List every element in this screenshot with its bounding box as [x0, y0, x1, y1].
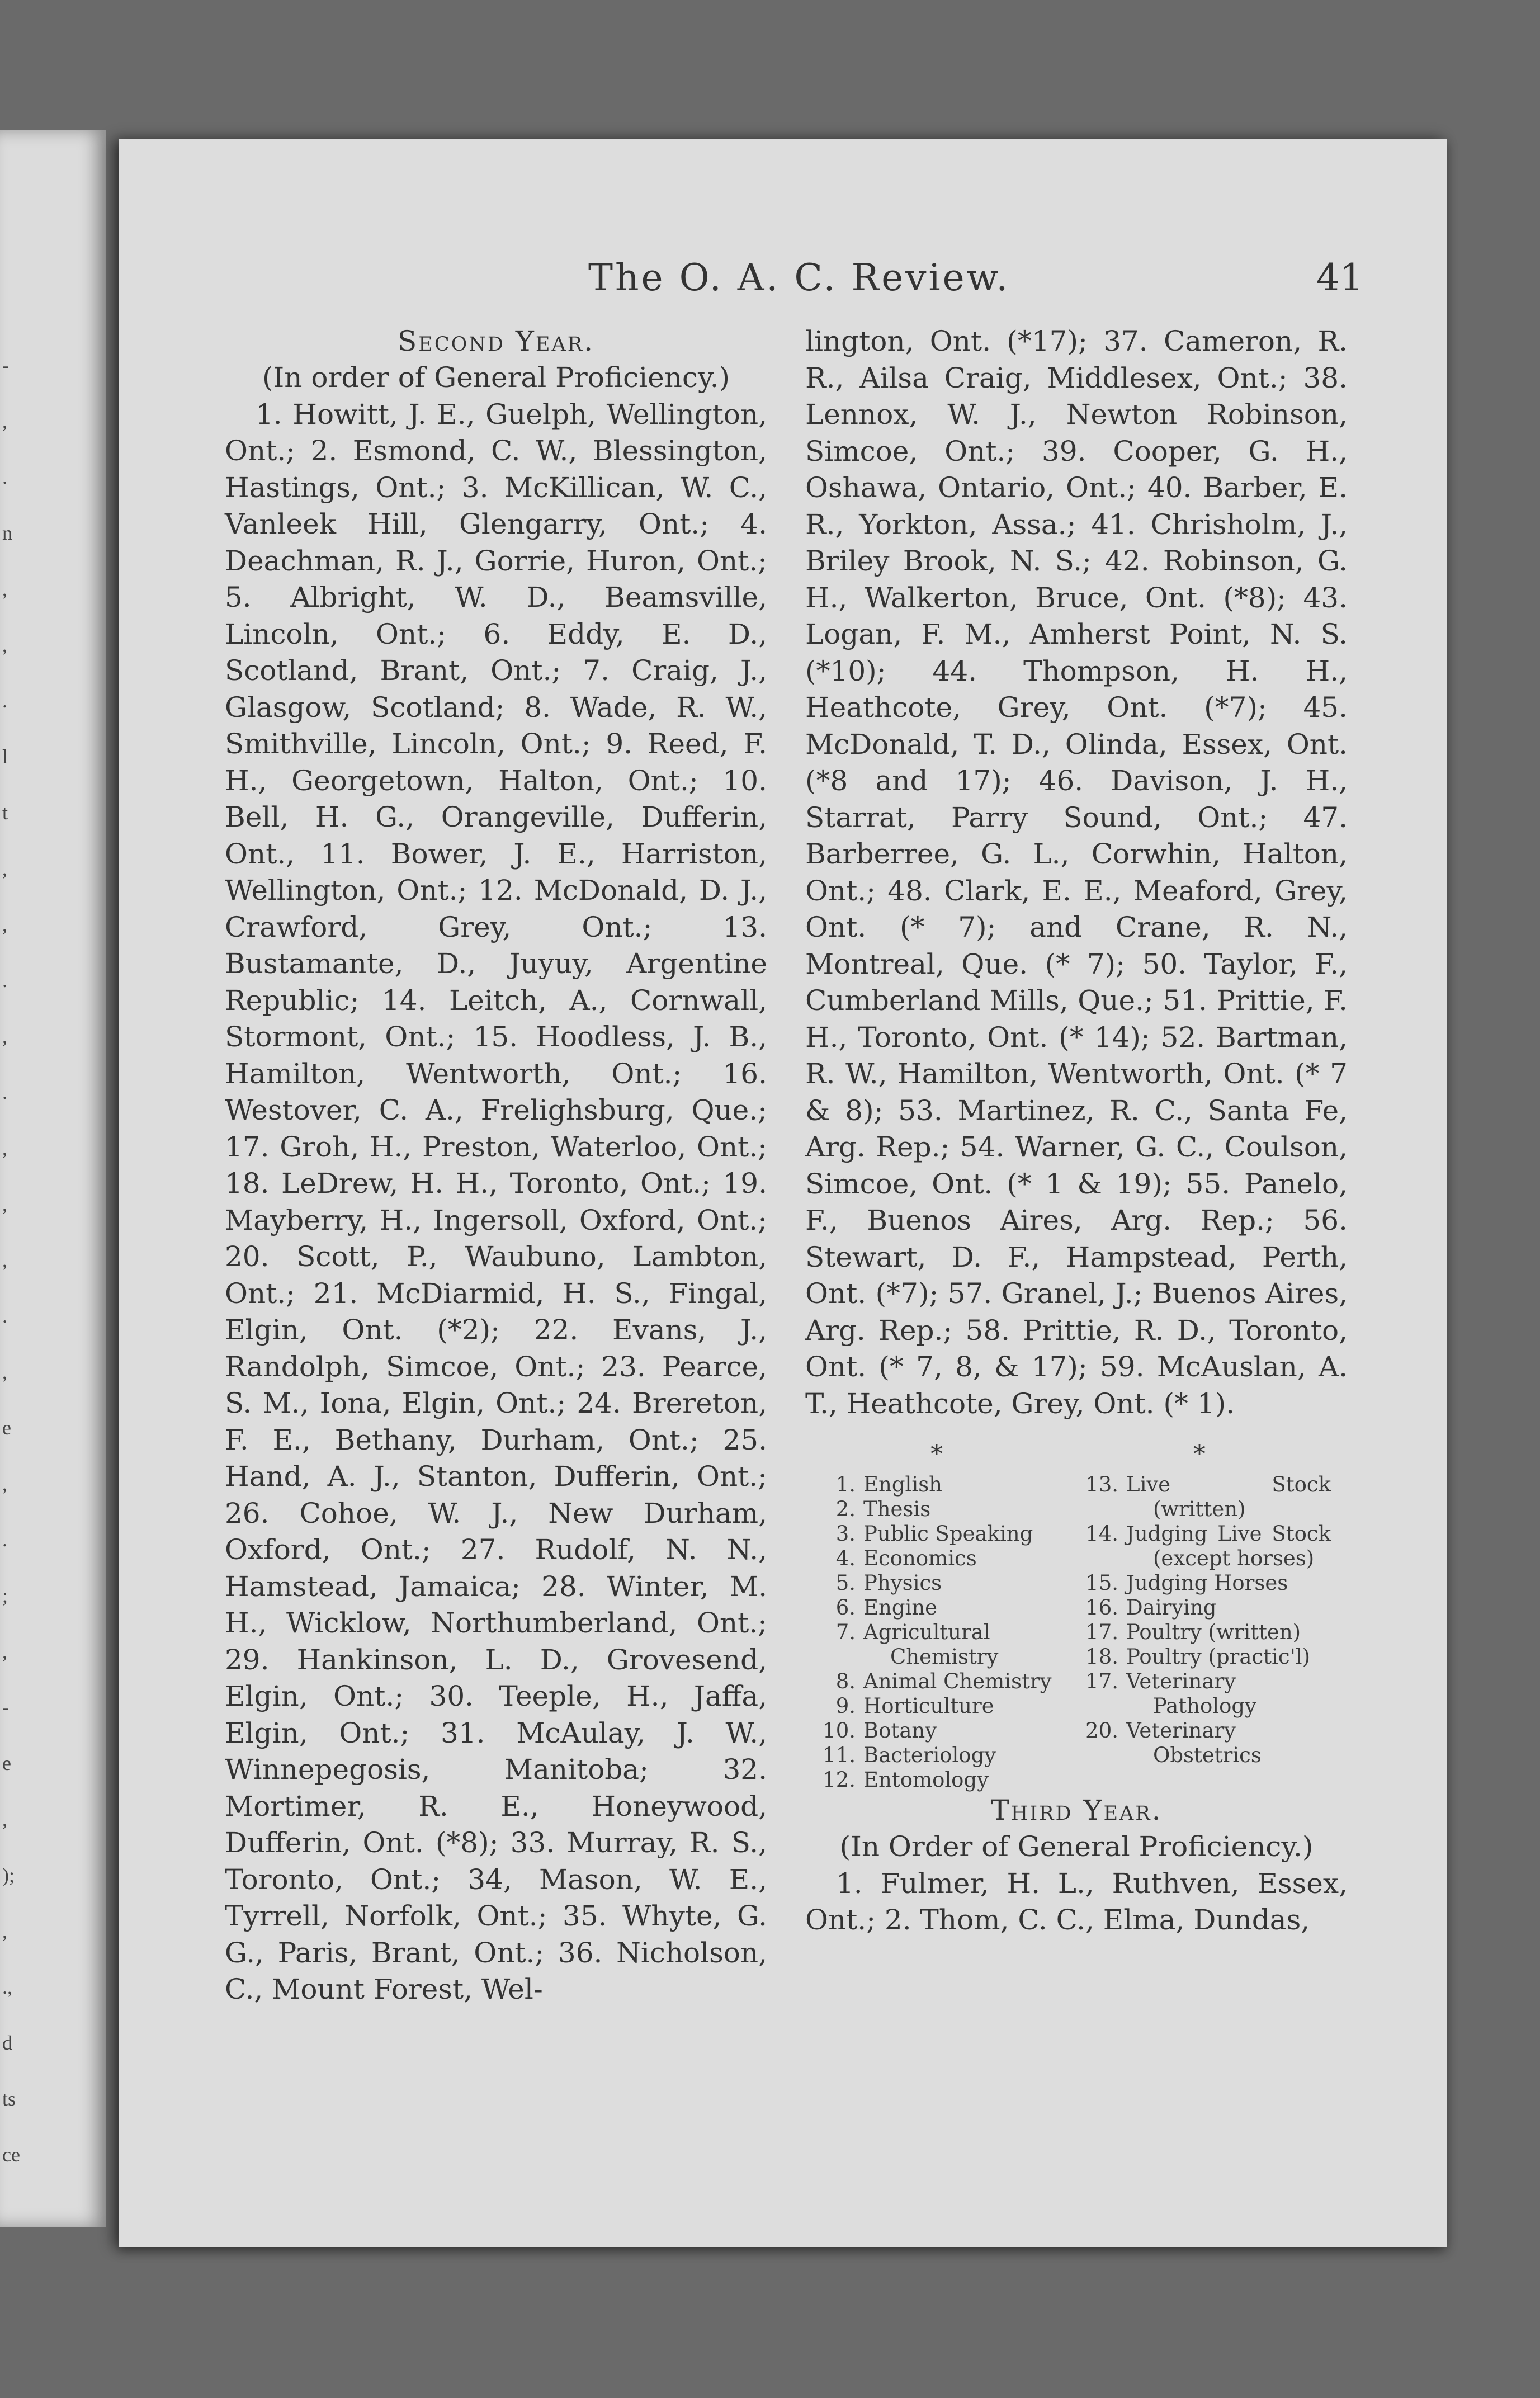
subject-number: 17. [1085, 1669, 1118, 1693]
subject-name: Veterinary Obstetrics [1126, 1719, 1262, 1767]
previous-page-mark: ., [2, 1976, 12, 1998]
asterisk-marker: * [1193, 1440, 1206, 1469]
subject-name: Dairying [1126, 1595, 1217, 1620]
subject-key [805, 1442, 1348, 1792]
subject-number: 3. [835, 1522, 856, 1546]
subject-name: Public Speaking [863, 1522, 1033, 1546]
second-year-entries-continued: lington, Ont. (*17); 37. Cameron, R. R., Ailsa Craig, Middlesex, Ont.; 38. Lennox, W. J., Newton Robinson, Simcoe, Ont.; 39. Cooper, G. H., Oshawa, Ontario, Ont.; 40. Barber, E. R., Yorkton, Assa.; 41. Chrisholm, J., Briley Brook, N. S.; 42. Robinson, G. H., Walkerton, Bruce, Ont. (*8); 43. Logan, F. M., Amherst Point, N. S. (*10); 44. Thompson, H. H., Heathcote, Grey, Ont. (*7); 45. McDonald, T. D., Olinda, Essex, Ont. (*8 and 17); 46. Davison, J. H., Starrat, Parry Sound, Ont.; 47. Barberree, G. L., Corwhin, Halton, Ont.; 48. Clark, E. E., Meaford, Grey, Ont. (* 7); and Crane, R. N., Montreal, Que. (* 7); 50. Taylor, F., Cumberland Mills, Que.; 51. Prittie, F. H., Toronto, Ont. (* 14); 52. Bartman, R. W., Hamilton, Wentworth, Ont. (* 7 & 8); 53. Martinez, R. C., Santa Fe, Arg. Rep.; 54. Warner, G. C., Coulson, Simcoe, Ont. (* 1 & 19); 55. Panelo, F., Buenos Aires, Arg. Rep.; 56. Stewart, D. F., Hampstead, Perth, Ont. (*7); 57. Granel, J.; Buenos Aires, Arg. Rep.; 58. Prittie, R. D., Toronto, Ont. (* 7, 8, & 17); 59. McAuslan, A. T., Heathcote, Grey, Ont. (* 1). [805, 325, 1348, 1420]
previous-page-mark: e [2, 1752, 11, 1774]
previous-page-mark: , [2, 578, 7, 600]
running-title: The O. A. C. Review. [588, 256, 1010, 299]
subject-number: 14. [1085, 1522, 1118, 1546]
previous-page-mark: , [2, 1193, 7, 1215]
subject-key-item [805, 1546, 1068, 1571]
subject-number: 5. [835, 1571, 856, 1595]
subject-name: Judging Live Stock (except horses) [1126, 1522, 1331, 1570]
subject-key-item [1068, 1669, 1331, 1719]
right-column [805, 323, 1348, 1939]
previous-page-mark: d [2, 2032, 12, 2054]
previous-page-mark: , [2, 1808, 7, 1830]
page [119, 139, 1447, 2247]
subject-key-left [805, 1442, 1068, 1792]
third-year-entries: 1. Fulmer, H. L., Ruthven, Essex, Ont.; 2. Thom, C. C., Elma, Dundas, [805, 1867, 1348, 1936]
previous-page-mark: , [2, 1920, 7, 1942]
page-header [119, 256, 1447, 312]
subject-key-item [805, 1571, 1068, 1595]
page-number: 41 [1316, 256, 1363, 299]
subject-key-item [1068, 1719, 1331, 1768]
subject-number: 15. [1085, 1571, 1118, 1595]
subject-number: 1. [835, 1472, 856, 1497]
previous-page-mark: , [2, 1472, 7, 1495]
previous-page-mark: . [2, 969, 7, 992]
subject-name: Bacteriology [863, 1743, 996, 1767]
previous-page-mark: ; [2, 1584, 8, 1607]
subject-name: Physics [863, 1571, 942, 1595]
subject-name: Veterinary Pathology [1126, 1669, 1256, 1718]
subject-key-item [805, 1768, 1068, 1792]
previous-page-mark: . [2, 1528, 7, 1551]
subject-name: Agricultural Chemistry [863, 1620, 999, 1669]
previous-page-edge [0, 130, 106, 2227]
second-year-heading: Second Year. [398, 325, 594, 357]
asterisk-marker: * [930, 1440, 943, 1469]
subject-number: 9. [835, 1694, 856, 1718]
previous-page-mark: - [2, 1696, 9, 1719]
subject-key-item [805, 1694, 1068, 1719]
subject-number: 11. [823, 1743, 856, 1767]
subject-number: 20. [1085, 1719, 1118, 1743]
subject-name: Horticulture [863, 1694, 994, 1718]
subject-name: Animal Chemistry [863, 1669, 1052, 1693]
subject-key-right [1068, 1442, 1331, 1792]
subject-name: Entomology [863, 1768, 989, 1792]
subject-number: 18. [1085, 1645, 1118, 1669]
previous-page-mark: ts [2, 2088, 16, 2110]
subject-name: Judging Horses [1126, 1571, 1288, 1595]
third-year-subheading: (In Order of General Proficiency.) [839, 1830, 1314, 1863]
subject-key-item [1068, 1472, 1331, 1522]
left-column [225, 323, 767, 2008]
subject-key-item [805, 1719, 1068, 1743]
subject-name: Live Stock (written) [1126, 1472, 1331, 1521]
second-year-subheading: (In order of General Proficiency.) [262, 361, 730, 394]
subject-key-item [805, 1472, 1068, 1497]
previous-page-mark: l [2, 745, 8, 768]
subject-key-item [1068, 1620, 1331, 1645]
previous-page-mark: , [2, 1361, 7, 1383]
subject-number: 13. [1085, 1472, 1118, 1497]
subject-key-item [1068, 1522, 1331, 1571]
previous-page-mark: , [2, 1137, 7, 1159]
previous-page-mark: , [2, 410, 7, 432]
subject-key-item [805, 1595, 1068, 1620]
previous-page-mark: n [2, 522, 12, 544]
previous-page-mark: t [2, 801, 8, 824]
subject-number: 16. [1085, 1595, 1118, 1620]
subject-number: 2. [835, 1497, 856, 1521]
subject-name: Engine [863, 1595, 938, 1620]
subject-number: 4. [835, 1546, 856, 1570]
subject-key-item [1068, 1645, 1331, 1669]
subject-key-item [805, 1522, 1068, 1546]
previous-page-mark: , [2, 857, 7, 880]
subject-name: Botany [863, 1719, 937, 1743]
subject-number: 8. [835, 1669, 856, 1693]
previous-page-mark: , [2, 1249, 7, 1271]
subject-key-item [1068, 1595, 1331, 1620]
subject-name: English [863, 1472, 943, 1497]
previous-page-mark: , [2, 1640, 7, 1663]
previous-page-mark: . [2, 690, 7, 712]
subject-key-item [805, 1620, 1068, 1669]
previous-page-mark: . [2, 466, 7, 488]
subject-key-item [1068, 1571, 1331, 1595]
previous-page-mark: e [2, 1417, 11, 1439]
previous-page-mark: , [2, 1025, 7, 1047]
second-year-entries: 1. Howitt, J. E., Guelph, Wellington, Ont.; 2. Esmond, C. W., Blessington, Hastings, Ont.; 3. McKillican, W. C., Vanleek Hill, Glengarry, Ont.; 4. Deachman, R. J., Gorrie, Huron, Ont.; 5. Albright, W. D., Beamsville, Lincoln, Ont.; 6. Eddy, E. D., Scotland, Brant, Ont.; 7. Craig, J., Glasgow, Scotland; 8. Wade, R. W., Smithville, Lincoln, Ont.; 9. Reed, F. H., Georgetown, Halton, Ont.; 10. Bell, H. G., Orangeville, Dufferin, Ont., 11. Bower, J. E., Harriston, Wellington, Ont.; 12. McDonald, D. J., Crawford, Grey, Ont.; 13. Bustamante, D., Juyuy, Argentine Republic; 14. Leitch, A., Cornwall, Stormont, Ont.; 15. Hoodless, J. B., Hamilton, Wentworth, Ont.; 16. Westover, C. A., Frelighsburg, Que.; 17. Groh, H., Preston, Waterloo, Ont.; 18. LeDrew, H. H., Toronto, Ont.; 19. Mayberry, H., Ingersoll, Oxford, Ont.; 20. Scott, P., Waubuno, Lambton, Ont.; 21. McDiarmid, H. S., Fingal, Elgin, Ont. (*2); 22. Evans, J., Randolph, Simcoe, Ont.; 23. Pearce, S. M., Iona, Elgin, Ont.; 24. Brereton, F. E., Bethany, Durham, Ont.; 25. Hand, A. J., Stanton, Dufferin, Ont.; 26. Cohoe, W. J., New Durham, Oxford, Ont.; 27. Rudolf, N. N., Hamstead, Jamaica; 28. Winter, M. H., Wicklow, Northumberland, Ont.; 29. Hankinson, L. D., Grovesend, Elgin, Ont.; 30. Teeple, H., Jaffa, Elgin, Ont.; 31. McAulay, J. W., Winnepegosis, Manitoba; 32. Mortimer, R. E., Honeywood, Dufferin, Ont. (*8); 33. Murray, R. S., Toronto, Ont.; 34, Mason, W. E., Tyrrell, Norfolk, Ont.; 35. Whyte, G. G., Paris, Brant, Ont.; 36. Nicholson, C., Mount Forest, Wel- [225, 398, 767, 2005]
previous-page-mark: ); [2, 1864, 15, 1886]
previous-page-mark: , [2, 634, 7, 656]
subject-key-item [805, 1669, 1068, 1694]
subject-number: 17. [1085, 1620, 1118, 1644]
subject-name: Poultry (practic'l) [1126, 1645, 1311, 1669]
previous-page-mark: ce [2, 2144, 20, 2166]
subject-name: Thesis [863, 1497, 931, 1521]
subject-name: Poultry (written) [1126, 1620, 1301, 1644]
subject-name: Economics [863, 1546, 977, 1570]
previous-page-mark: . [2, 1081, 7, 1103]
subject-number: 6. [835, 1595, 856, 1620]
subject-number: 7. [835, 1620, 856, 1644]
previous-page-mark: - [2, 354, 9, 376]
subject-key-item [805, 1743, 1068, 1768]
previous-page-mark: . [2, 1305, 7, 1327]
subject-key-item [805, 1497, 1068, 1522]
previous-page-mark: , [2, 913, 7, 936]
subject-number: 10. [823, 1719, 856, 1743]
third-year-heading: Third Year. [990, 1794, 1163, 1826]
subject-number: 12. [823, 1768, 856, 1792]
